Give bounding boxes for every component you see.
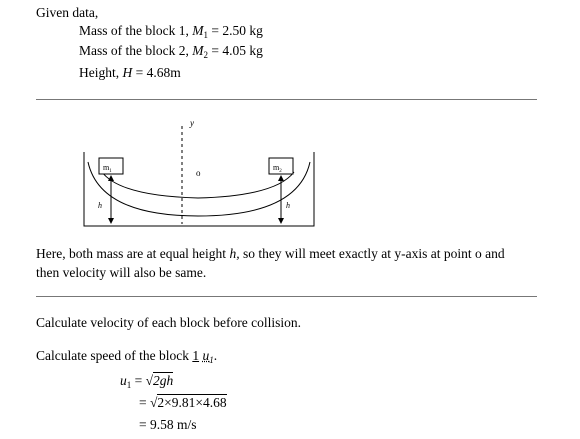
equation-radicand-2: 2×9.81×4.68 xyxy=(157,395,227,410)
origin-label: o xyxy=(196,168,201,178)
speed-symbol: $u_1$ xyxy=(202,348,214,365)
given-mass-1 xyxy=(79,23,263,43)
given-height-text: Height, xyxy=(79,65,120,80)
given-mass-1-symbol: M xyxy=(192,23,204,38)
given-mass-2-symbol: M xyxy=(192,43,204,58)
given-mass-2 xyxy=(79,43,263,63)
given-mass-1-value: = 2.50 kg xyxy=(207,23,263,38)
given-height-value: = 4.68m xyxy=(132,65,181,80)
speed-title-end: . xyxy=(213,348,218,363)
explanation-height-symbol: h, xyxy=(229,246,240,261)
block-1-label: $m_1$ xyxy=(103,163,112,174)
equation-equals-2: = √ xyxy=(139,395,158,410)
explanation-line-1-b: so they will meet exactly at y-axis at point o and xyxy=(242,246,505,261)
explanation-line-1 xyxy=(36,246,505,262)
given-mass-2-text: Mass of the block 2, xyxy=(79,43,189,58)
explanation-line-1-a: Here, both mass are at equal height xyxy=(36,246,227,261)
equation-line-2 xyxy=(139,395,227,411)
given-mass-1-text: Mass of the block 1, xyxy=(79,23,189,38)
given-height xyxy=(79,65,181,81)
given-heading: Given data, xyxy=(36,5,99,20)
equation-radicand-1: 2gh xyxy=(153,373,174,388)
speed-title xyxy=(36,348,217,368)
given-mass-1-subscript: 1 xyxy=(203,30,208,40)
equation-equals-1: = √ xyxy=(134,373,154,388)
block-2-label: $m_2$ xyxy=(273,163,282,174)
y-axis-label: y xyxy=(190,118,194,128)
speed-block-number: 1 xyxy=(192,348,200,363)
equation-lhs: u xyxy=(120,373,127,388)
speed-title-text: Calculate speed of the block xyxy=(36,348,189,363)
collision-diagram xyxy=(80,112,320,232)
given-height-symbol: H xyxy=(122,65,133,80)
given-mass-2-value: = 4.05 kg xyxy=(207,43,263,58)
equation-line-1 xyxy=(120,373,173,393)
explanation-line-2: then velocity will also be same. xyxy=(36,265,207,280)
divider-2 xyxy=(36,296,537,297)
equation-lhs-subscript: 1 xyxy=(126,380,132,390)
divider-1 xyxy=(36,99,537,100)
given-mass-2-subscript: 2 xyxy=(203,50,208,60)
step-title: Calculate velocity of each block before collision. xyxy=(36,315,302,330)
height-label-left: h xyxy=(98,201,102,210)
height-label-right: h xyxy=(286,201,290,210)
equation-result: = 9.58 m/s xyxy=(139,417,197,432)
